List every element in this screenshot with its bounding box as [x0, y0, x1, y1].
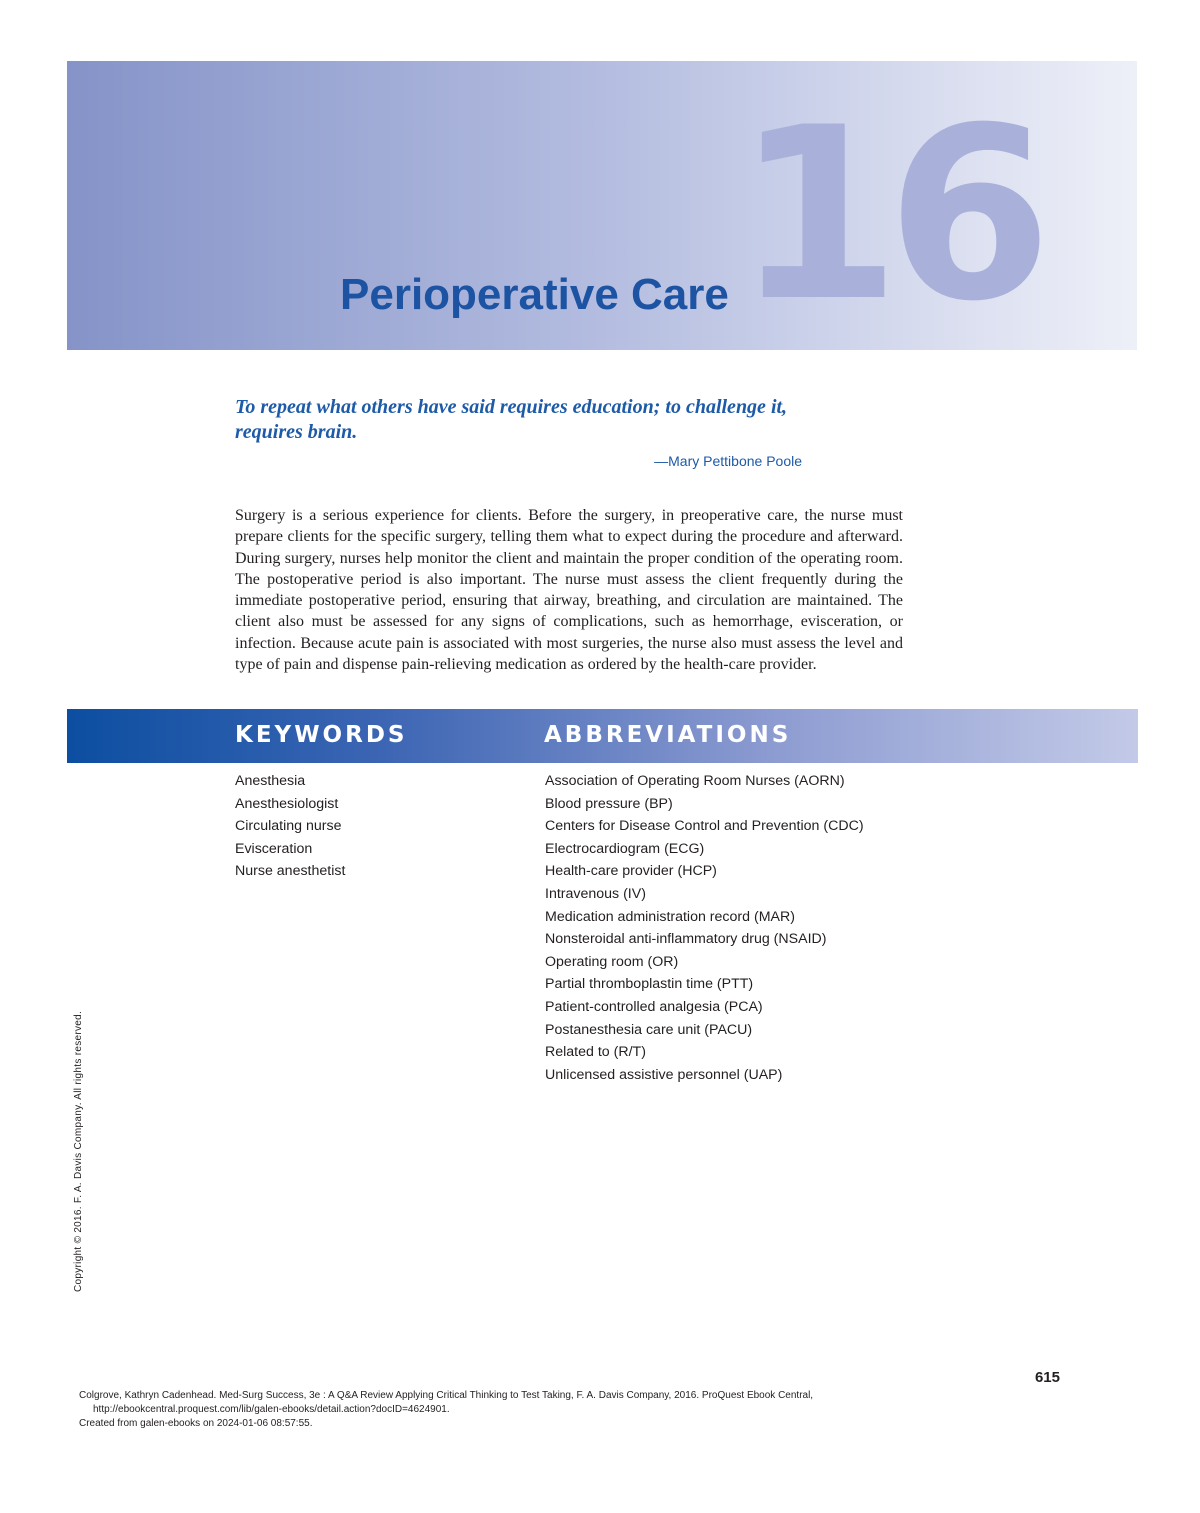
abbreviation-item: Partial thromboplastin time (PTT)	[545, 976, 754, 993]
abbreviation-item: Postanesthesia care unit (PACU)	[545, 1021, 753, 1038]
chapter-title: Perioperative Care	[340, 270, 729, 319]
epigraph-attribution: —Mary Pettibone Poole	[654, 453, 802, 469]
intro-paragraph: Surgery is a serious experience for clients. Before the surgery, in preoperative care, the nurse must prepare clients for the specific surgery, telling them what to expect during the procedure and afterward. During surgery, nurses help monitor the client and maintain the proper condition of the operating room. The postoperative period is also important. The nurse must assess the client frequently during the immediate postoperative period, ensuring that airway, breathing, and circulation are maintained. The client also must be assessed for any signs of complications, such as hemorrhage, evisceration, or infection. Because acute pain is associated with most surgeries, the nurse also must assess the level and type of pain and dispense pain-relieving medication as ordered by the health-care provider.	[235, 507, 903, 674]
abbreviation-item: Centers for Disease Control and Prevention (CDC)	[545, 818, 864, 835]
abbreviation-item: Blood pressure (BP)	[545, 795, 673, 812]
keyword-item: Nurse anesthetist	[235, 863, 346, 880]
abbreviation-item: Patient-controlled analgesia (PCA)	[545, 998, 763, 1015]
citation-line: Colgrove, Kathryn Cadenhead. Med-Surg Success, 3e : A Q&A Review Applying Critical Thinking to Test Taking, F. A. Davis Company, 2016. ProQuest Ebook Central,	[79, 1390, 814, 1401]
abbreviation-item: Electrocardiogram (ECG)	[545, 840, 705, 857]
keyword-item: Circulating nurse	[235, 818, 342, 835]
chapter-header-band	[67, 61, 1137, 350]
abbreviations-list	[545, 770, 864, 1086]
keyword-item: Anesthesiologist	[235, 795, 339, 812]
keywords-abbreviations-band	[67, 709, 1138, 763]
chapter-number: 16	[735, 77, 1039, 350]
citation-footer	[79, 1389, 979, 1431]
abbreviation-item: Operating room (OR)	[545, 953, 679, 970]
abbreviation-item: Health-care provider (HCP)	[545, 863, 717, 880]
abbreviation-item: Nonsteroidal anti-inflammatory drug (NSAID)	[545, 931, 827, 948]
page-number: 615	[1034, 1369, 1060, 1386]
abbreviation-item: Related to (R/T)	[545, 1044, 646, 1061]
epigraph-quote: To repeat what others have said requires education; to challenge it, requires brain.	[235, 396, 788, 443]
keyword-item: Evisceration	[235, 840, 313, 857]
abbreviation-item: Unlicensed assistive personnel (UAP)	[545, 1066, 783, 1083]
abbreviation-item: Medication administration record (MAR)	[545, 908, 795, 925]
abbreviations-heading: ABBREVIATIONS	[544, 722, 792, 748]
abbreviation-item: Association of Operating Room Nurses (AORN)	[545, 773, 845, 789]
keywords-list	[235, 770, 345, 883]
keyword-item: Anesthesia	[235, 773, 306, 789]
keywords-heading: KEYWORDS	[235, 722, 408, 748]
copyright-notice: Copyright © 2016. F. A. Davis Company. All rights reserved.	[73, 1010, 84, 1292]
citation-created: Created from galen-ebooks on 2024-01-06 08:57:55.	[79, 1418, 313, 1429]
abbreviation-item: Intravenous (IV)	[545, 885, 646, 902]
citation-url[interactable]: http://ebookcentral.proquest.com/lib/galen-ebooks/detail.action?docID=4624901.	[93, 1404, 450, 1415]
